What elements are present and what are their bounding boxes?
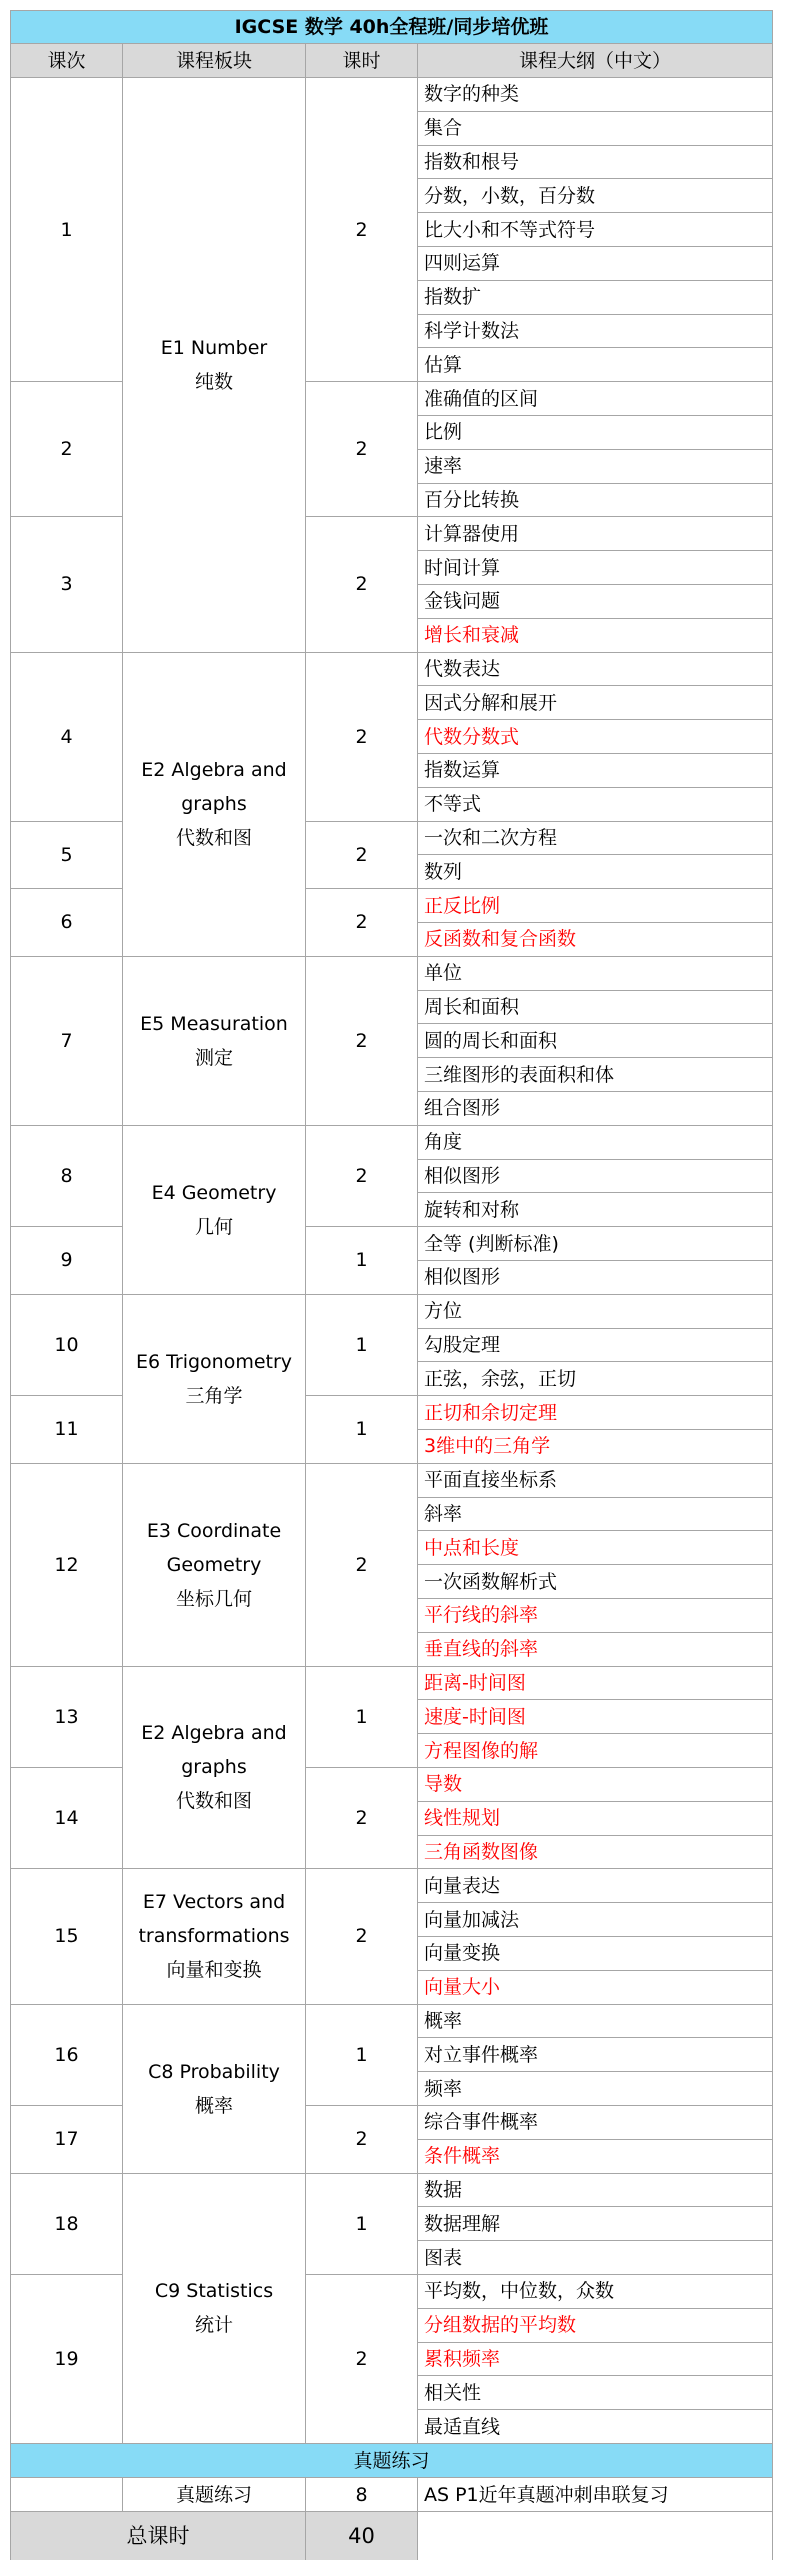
topic-row: 一次和二次方程 [418, 822, 773, 856]
topic-row: 累积频率 [418, 2343, 773, 2377]
topic-row: 三角函数图像 [418, 1836, 773, 1870]
lesson-number: 1 [10, 78, 123, 382]
topic-row: 向量大小 [418, 1971, 773, 2005]
module-english: E5 Measuration [140, 1012, 288, 1035]
lesson-hours: 2 [306, 2275, 418, 2444]
topic-row: 距离-时间图 [418, 1667, 773, 1701]
topic-row: 增长和衰减 [418, 619, 773, 653]
topic-row: 一次函数解析式 [418, 1565, 773, 1599]
topic-row: 指数运算 [418, 754, 773, 788]
lesson-hours: 2 [306, 1126, 418, 1227]
practice-hours: 8 [306, 2478, 418, 2512]
module-english: C8 Probability [148, 2060, 280, 2083]
module-cell [123, 1869, 306, 2004]
module-cell [123, 1464, 306, 1667]
module-chinese: 代数和图 [175, 1790, 252, 1813]
lesson-hours: 2 [306, 889, 418, 957]
topic-row: 代数分数式 [418, 720, 773, 754]
module-label [147, 1514, 281, 1616]
lesson-number: 9 [10, 1227, 123, 1295]
lesson-number: 13 [10, 1667, 123, 1768]
total-label: 总课时 [10, 2512, 306, 2560]
topic-row: 条件概率 [418, 2140, 773, 2174]
topic-row: 垂直线的斜率 [418, 1633, 773, 1667]
module-label [136, 1345, 292, 1413]
topic-row: 金钱问题 [418, 585, 773, 619]
topic-row: 分数，小数，百分数 [418, 179, 773, 213]
module-chinese: 代数和图 [175, 827, 252, 850]
topic-row: 方程图像的解 [418, 1734, 773, 1768]
practice-empty-cell [10, 2478, 123, 2512]
topic-row: 相关性 [418, 2376, 773, 2410]
lesson-number: 6 [10, 889, 123, 957]
topic-row: 勾股定理 [418, 1329, 773, 1363]
topic-row: 正切和余切定理 [418, 1396, 773, 1430]
topic-row: 线性规划 [418, 1802, 773, 1836]
topic-row: 速度-时间图 [418, 1700, 773, 1734]
topic-row: 分组数据的平均数 [418, 2309, 773, 2343]
lesson-number: 4 [10, 653, 123, 822]
topic-row: 估算 [418, 348, 773, 382]
module-cell [123, 2174, 306, 2444]
module-chinese: 坐标几何 [175, 1587, 252, 1610]
topic-row: 数据 [418, 2174, 773, 2208]
topic-row: 比大小和不等式符号 [418, 213, 773, 247]
topic-row: 向量加减法 [418, 1903, 773, 1937]
topic-row: 导数 [418, 1768, 773, 1802]
topic-row: 时间计算 [418, 551, 773, 585]
module-english: E1 Number [160, 336, 268, 359]
lesson-hours: 2 [306, 78, 418, 382]
table-title: IGCSE 数学 40h全程班/同步培优班 [10, 10, 773, 44]
topic-row: 数据理解 [418, 2207, 773, 2241]
topic-row: 中点和长度 [418, 1531, 773, 1565]
module-cell [123, 78, 306, 653]
topic-row: 科学计数法 [418, 315, 773, 349]
lesson-hours: 1 [306, 2174, 418, 2275]
module-cell [123, 2005, 306, 2174]
lesson-number: 8 [10, 1126, 123, 1227]
module-english: E2 Algebra and [141, 759, 287, 782]
total-value: 40 [306, 2512, 418, 2560]
topic-row: 集合 [418, 112, 773, 146]
module-english: E7 Vectors and [142, 1891, 286, 1914]
lesson-hours: 2 [306, 1464, 418, 1667]
module-chinese: 概率 [194, 2094, 233, 2117]
topic-row: 单位 [418, 957, 773, 991]
lesson-number: 12 [10, 1464, 123, 1667]
header-lesson: 课次 [10, 44, 123, 78]
module-label [138, 1885, 289, 1987]
topic-row: 图表 [418, 2241, 773, 2275]
lesson-hours: 2 [306, 653, 418, 822]
lesson-number: 2 [10, 382, 123, 517]
lesson-hours: 1 [306, 1667, 418, 1768]
header-module: 课程板块 [123, 44, 306, 78]
lesson-hours: 2 [306, 517, 418, 652]
lesson-number: 18 [10, 2174, 123, 2275]
topic-row: 代数表达 [418, 653, 773, 687]
module-english: E6 Trigonometry [135, 1350, 293, 1373]
lesson-number: 11 [10, 1396, 123, 1464]
lesson-number: 16 [10, 2005, 123, 2106]
topic-row: 比例 [418, 416, 773, 450]
lesson-number: 7 [10, 957, 123, 1126]
topic-row: 圆的周长和面积 [418, 1024, 773, 1058]
topic-row: 正弦，余弦，正切 [418, 1362, 773, 1396]
topic-row: 向量表达 [418, 1869, 773, 1903]
module-label [155, 2274, 273, 2342]
lesson-number: 10 [10, 1295, 123, 1396]
lesson-number: 15 [10, 1869, 123, 2004]
module-label [141, 753, 286, 855]
module-chinese: 测定 [194, 1046, 233, 1069]
topic-row: 因式分解和展开 [418, 686, 773, 720]
topic-row: 综合事件概率 [418, 2106, 773, 2140]
module-english: graphs [181, 793, 247, 816]
module-cell [123, 1667, 306, 1870]
header-outline: 课程大纲（中文） [418, 44, 773, 78]
topic-row: 向量变换 [418, 1937, 773, 1971]
module-cell [123, 1126, 306, 1295]
lesson-hours: 1 [306, 1396, 418, 1464]
topic-row: 全等 (判断标准) [418, 1227, 773, 1261]
module-cell [123, 1295, 306, 1464]
topic-row: 对立事件概率 [418, 2038, 773, 2072]
module-chinese: 几何 [194, 1215, 233, 1238]
topic-row: 不等式 [418, 788, 773, 822]
module-label [152, 1176, 277, 1244]
topic-row: 概率 [418, 2005, 773, 2039]
module-chinese: 三角学 [185, 1384, 243, 1407]
lesson-hours: 2 [306, 957, 418, 1126]
lesson-hours: 2 [306, 382, 418, 517]
topic-row: 3维中的三角学 [418, 1430, 773, 1464]
module-cell [123, 653, 306, 957]
topic-row: 频率 [418, 2072, 773, 2106]
topic-row: 周长和面积 [418, 991, 773, 1025]
module-english: E2 Algebra and [141, 1722, 287, 1745]
lesson-hours: 1 [306, 1295, 418, 1396]
total-empty-cell [418, 2512, 773, 2560]
topic-row: 反函数和复合函数 [418, 923, 773, 957]
topic-row: 斜率 [418, 1498, 773, 1532]
topic-row: 四则运算 [418, 247, 773, 281]
topic-row: 数字的种类 [418, 78, 773, 112]
topic-row: 角度 [418, 1126, 773, 1160]
lesson-hours: 1 [306, 2005, 418, 2106]
module-english: C9 Statistics [154, 2280, 274, 2303]
module-chinese: 统计 [194, 2314, 233, 2337]
topic-row: 指数和根号 [418, 146, 773, 180]
topic-row: 最适直线 [418, 2410, 773, 2444]
topic-row: 计算器使用 [418, 517, 773, 551]
module-chinese: 纯数 [194, 370, 233, 393]
lesson-number: 14 [10, 1768, 123, 1869]
module-label [141, 1716, 286, 1818]
module-cell [123, 957, 306, 1126]
lesson-hours: 1 [306, 1227, 418, 1295]
topic-row: 旋转和对称 [418, 1193, 773, 1227]
lesson-hours: 2 [306, 2106, 418, 2174]
topic-row: 速率 [418, 450, 773, 484]
topic-row: 平行线的斜率 [418, 1599, 773, 1633]
topic-row: 相似图形 [418, 1160, 773, 1194]
lesson-hours: 2 [306, 1768, 418, 1869]
topic-row: 相似图形 [418, 1261, 773, 1295]
module-label [140, 1007, 288, 1075]
lesson-number: 5 [10, 822, 123, 890]
lesson-number: 3 [10, 517, 123, 652]
module-label [161, 331, 267, 399]
lesson-number: 17 [10, 2106, 123, 2174]
module-english: transformations [138, 1925, 290, 1948]
lesson-number: 19 [10, 2275, 123, 2444]
topic-row: 方位 [418, 1295, 773, 1329]
practice-section-header: 真题练习 [10, 2444, 773, 2478]
topic-row: 数列 [418, 855, 773, 889]
topic-row: 准确值的区间 [418, 382, 773, 416]
module-label [148, 2055, 280, 2123]
module-english: graphs [181, 1756, 247, 1779]
topic-row: 三维图形的表面积和体 [418, 1058, 773, 1092]
practice-outline: AS P1近年真题冲刺串联复习 [418, 2478, 773, 2512]
module-english: E3 Coordinate [146, 1519, 282, 1542]
module-english: Geometry [166, 1553, 262, 1576]
topic-row: 组合图形 [418, 1092, 773, 1126]
module-chinese: 向量和变换 [166, 1959, 262, 1982]
header-hours: 课时 [306, 44, 418, 78]
module-english: E4 Geometry [151, 1181, 277, 1204]
lesson-hours: 2 [306, 1869, 418, 2004]
lesson-hours: 2 [306, 822, 418, 890]
topic-row: 百分比转换 [418, 484, 773, 518]
topic-row: 平面直接坐标系 [418, 1464, 773, 1498]
topic-row: 正反比例 [418, 889, 773, 923]
topic-row: 指数扩 [418, 281, 773, 315]
topic-row: 平均数，中位数，众数 [418, 2275, 773, 2309]
practice-module: 真题练习 [123, 2478, 306, 2512]
